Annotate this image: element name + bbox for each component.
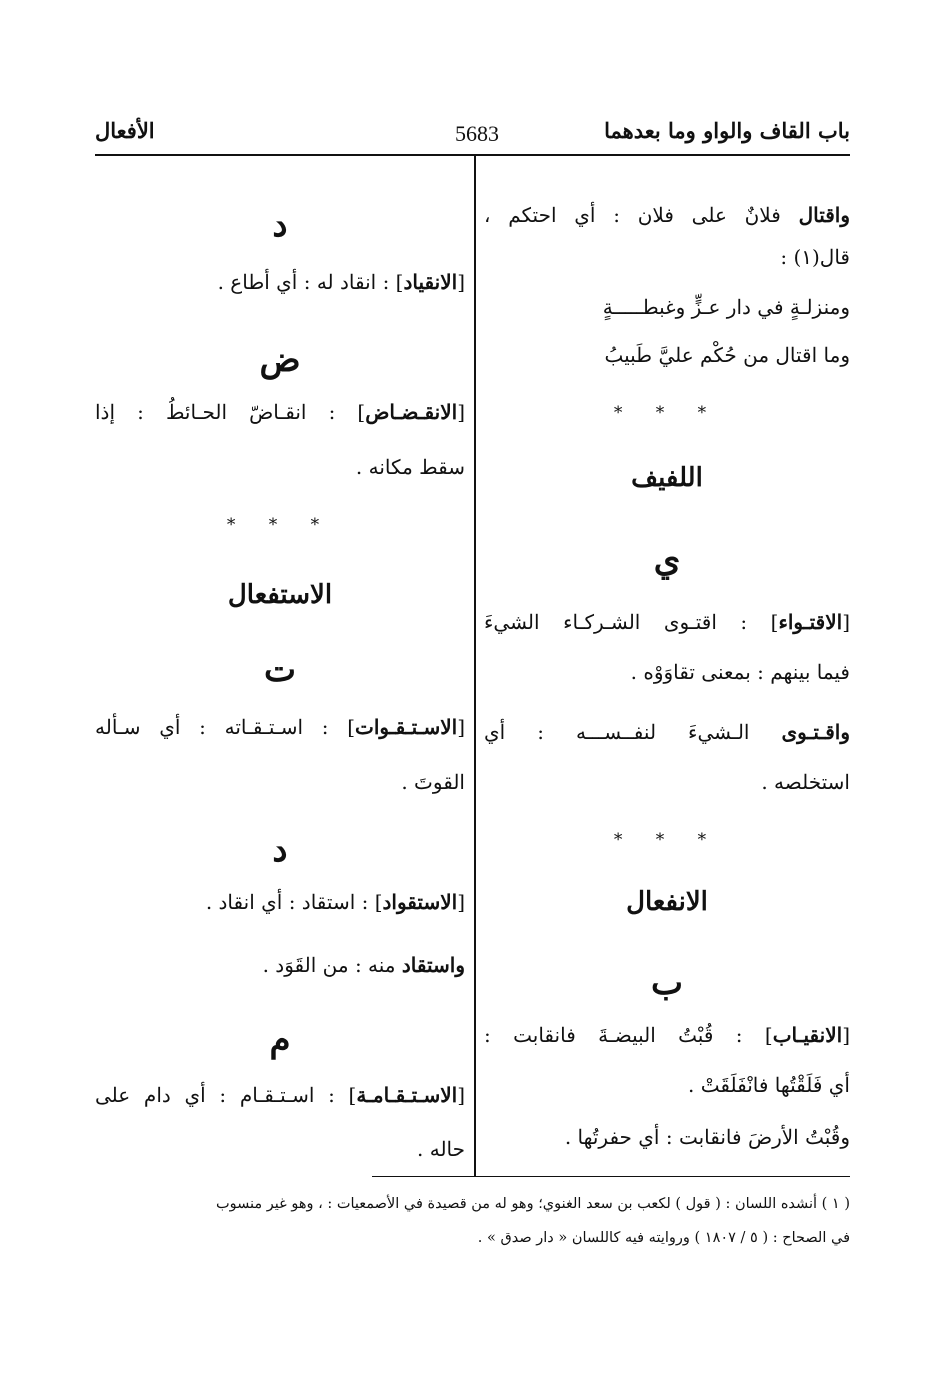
column-separator <box>474 156 476 1176</box>
right-col-section-heading: الانفعال <box>626 887 708 917</box>
left-col-text-line: [الاسـتـقـامـة] : اسـتـقـام : أي دام على <box>95 1083 465 1107</box>
left-col-root-letter: د <box>272 205 288 245</box>
entry-headword: واقتال <box>798 203 850 227</box>
header-chapter-title: الأفعال <box>95 118 155 143</box>
left-col-text-line: [الانقياد] : انقاد له : أي أطاع . <box>217 270 465 294</box>
left-col-text-line: واستقاد منه : من القَوَد . <box>262 953 465 977</box>
right-col-text-line: ومنزلـةٍ في دار عـزٍّ وغبطـــــةٍ <box>602 295 850 319</box>
left-col-text-line: سقط مكانه . <box>355 455 465 479</box>
right-col-text-line: وقُبْتُ الأرضَ فانقابت : أي حفرتُها . <box>564 1125 850 1149</box>
entry-headword: الاسـتـقـامـة <box>356 1083 458 1107</box>
footnote-line-1: ( ١ ) أنشده اللسان : ( قول ) لكعب بن سعد الغنوي؛ وهو له من قصيدة في الأصمعيات : ، وهو غير منسوب <box>215 1196 850 1212</box>
left-col-text-line: [الانقـضـاض] : انقـاضّ الحـائطُ : إذا <box>95 400 465 424</box>
header-rule <box>95 154 850 156</box>
right-col-text-line: وما اقتال من حُكْم عليَّ طَبيبُ <box>604 343 850 367</box>
right-col-text-line: واقـتـوى الـشيءَ لنفــســـه : أي <box>484 720 850 744</box>
entry-headword: واقـتـوى <box>781 720 850 744</box>
right-col-root-letter: ي <box>653 540 681 580</box>
entry-headword: الاسـتـقـوات <box>355 715 458 739</box>
entry-headword: الانقياد <box>403 270 458 294</box>
left-col-root-letter: ض <box>259 340 301 380</box>
right-col-text-line: قال(١) : <box>780 245 850 269</box>
left-col-root-letter: م <box>269 1020 291 1060</box>
left-col-section-divider: * * * <box>226 515 334 535</box>
entry-headword: الاستقواد <box>382 890 458 914</box>
right-col-text-line: [الانقيـاب] : قُبْتُ البيضـةَ فانقابت : <box>484 1023 850 1047</box>
right-col-section-divider: * * * <box>613 403 721 423</box>
page-number: 5683 <box>455 121 499 146</box>
right-col-text-line: واقتال فلانٌ على فلان : أي احتكم ، <box>484 203 850 227</box>
left-col-text-line: [الاستقواد] : استقاد : أي انقاد . <box>205 890 465 914</box>
footnote-rule <box>372 1176 850 1177</box>
left-col-text-line: حاله . <box>417 1137 465 1161</box>
header-section-title: باب القاف والواو وما بعدهما <box>604 118 850 143</box>
left-col-root-letter: د <box>272 830 288 870</box>
left-col-root-letter: ت <box>263 650 296 690</box>
right-col-section-heading: اللفيف <box>631 463 703 493</box>
right-col-text-line: [الاقتـواء] : اقتـوى الشـركـاء الشيءَ <box>484 610 850 634</box>
left-col-section-heading: الاستفعال <box>227 580 333 610</box>
entry-headword: الاقتـواء <box>778 610 843 634</box>
footnote-line-2: في الصحاح : ( ٥ / ١٨٠٧ ) وروايته فيه كاللسان « دار صدق » . <box>477 1230 850 1246</box>
left-col-text-line: القوتَ . <box>401 770 465 794</box>
right-col-section-divider: * * * <box>613 830 721 850</box>
entry-headword: الانقيـاب <box>772 1023 843 1047</box>
right-col-text-line: فيما بينهم : بمعنى تقاوَوْه . <box>630 660 850 684</box>
entry-headword: واستقاد <box>401 953 465 977</box>
right-col-text-line: أي فَلَقْتُها فانْفَلَقَتْ . <box>687 1073 850 1097</box>
right-col-root-letter: ب <box>650 963 683 1003</box>
entry-headword: الانقـضـاض <box>365 400 458 424</box>
left-col-text-line: [الاسـتـقـوات] : اسـتـقـاته : أي سـأله <box>95 715 465 739</box>
right-col-text-line: استخلصه . <box>761 770 850 794</box>
